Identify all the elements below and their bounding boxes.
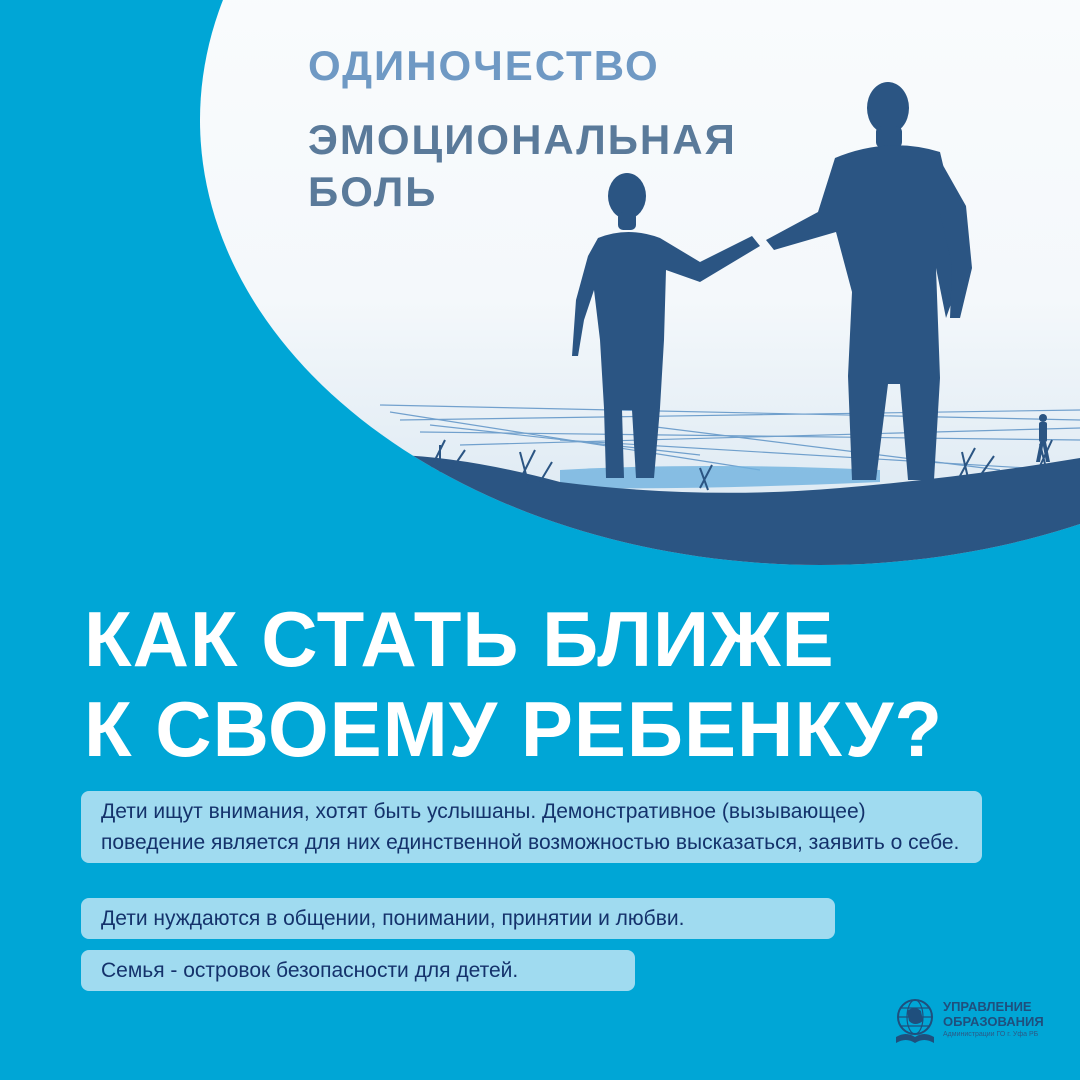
logo-line-1: УПРАВЛЕНИЕ (943, 999, 1032, 1014)
logo-line-2: ОБРАЗОВАНИЯ (943, 1014, 1044, 1029)
headline-line-2: К СВОЕМУ РЕБЕНКУ? (84, 685, 944, 773)
globe-book-logo-icon (893, 997, 937, 1047)
headline (84, 594, 943, 774)
headline-line-1: КАК СТАТЬ БЛИЖЕ (84, 595, 835, 683)
education-department-logo (893, 995, 1068, 1051)
fact-needs: Дети нуждаются в общении, понимании, принятии и любви. (81, 898, 835, 939)
fact-family: Семья - островок безопасности для детей. (81, 950, 635, 991)
tag-emotional-pain: ЭМОЦИОНАЛЬНАЯ БОЛЬ (308, 116, 737, 215)
logo-text (943, 999, 1044, 1041)
tag-loneliness: ОДИНОЧЕСТВО (308, 42, 660, 89)
fact-attention: Дети ищут внимания, хотят быть услышаны. Демонстративное (вызывающее) поведение является для них единственной возможностью высказаться, заявить о себе. (81, 791, 982, 863)
logo-subtitle: Администрации ГО г. Уфа РБ (943, 1031, 1039, 1038)
